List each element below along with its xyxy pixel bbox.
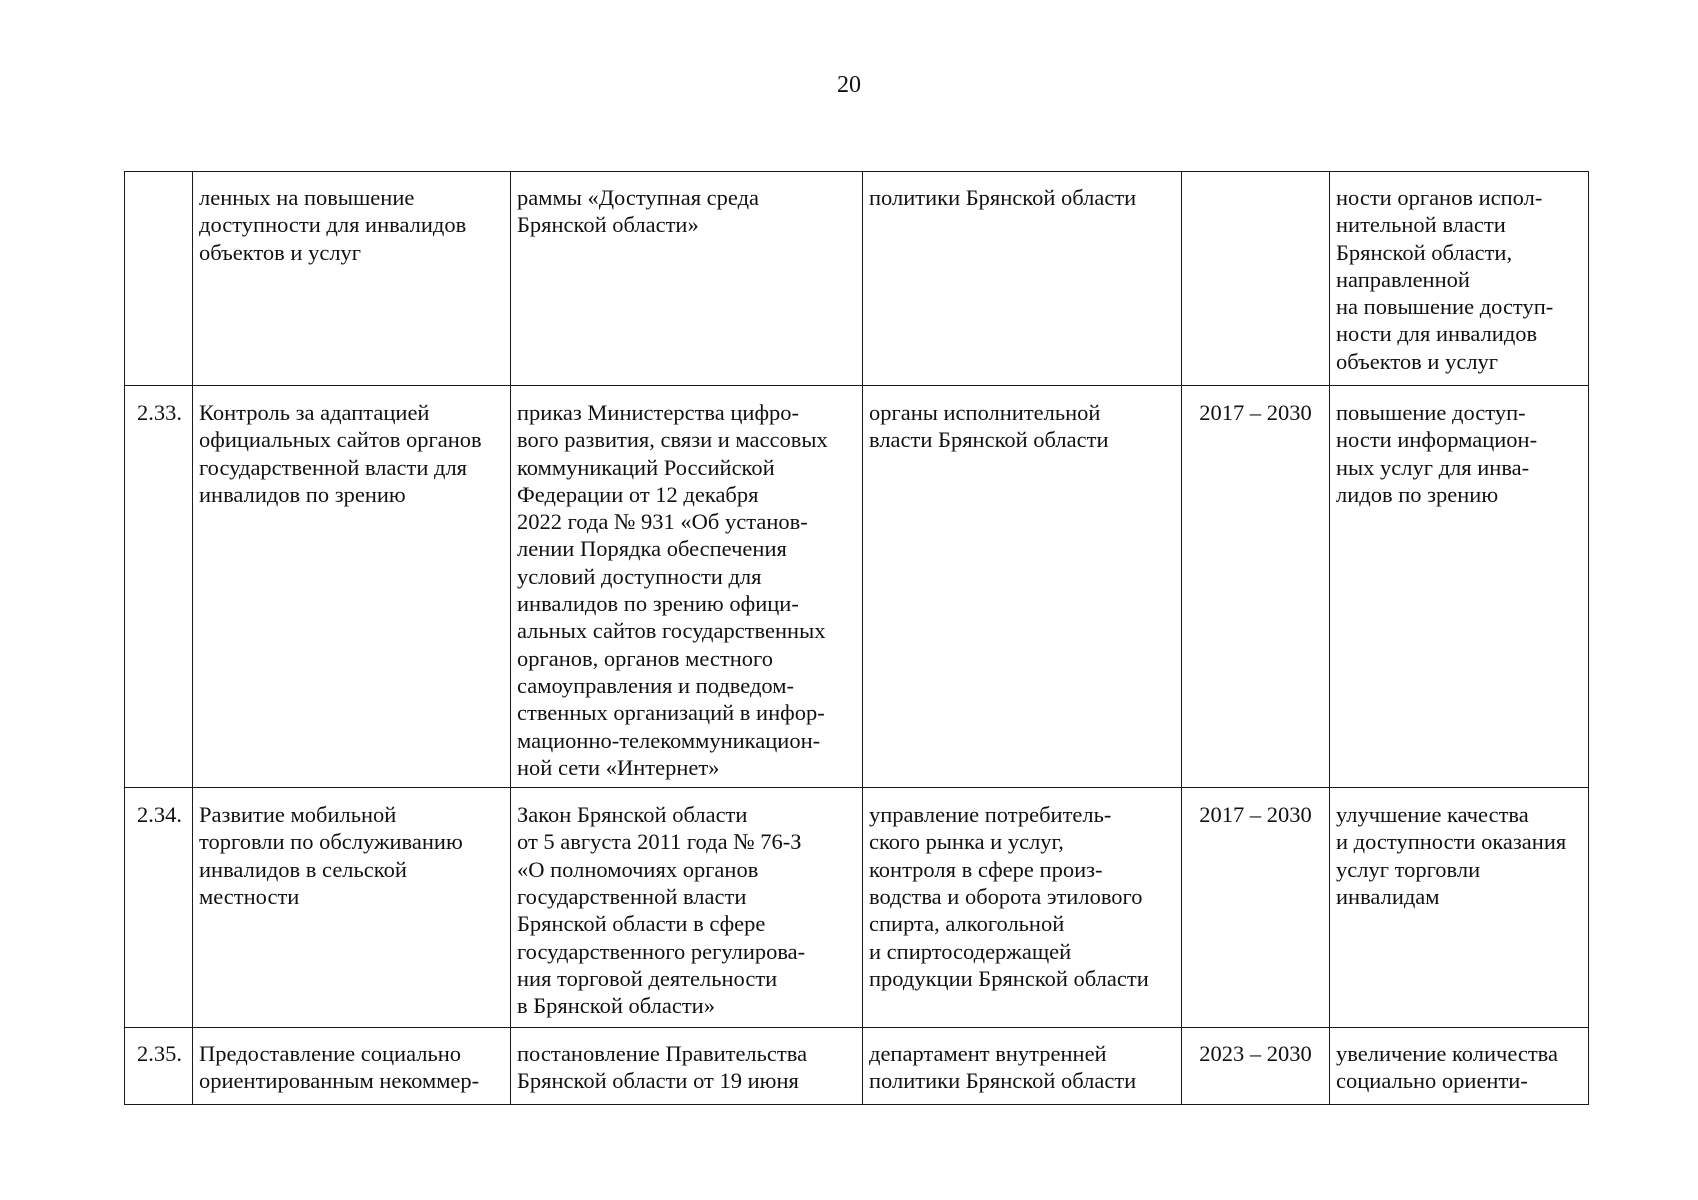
table-row [125,172,1589,386]
page-number: 20 [837,72,861,98]
period-cell [1182,172,1330,386]
result-cell: повышение доступ- ности информацион- ных услуг для инва- лидов по зрению [1330,386,1589,788]
row-number-cell: 2.34. [125,788,193,1028]
period-cell: 2017 – 2030 [1182,788,1330,1028]
row-number-cell: 2.35. [125,1028,193,1105]
result-cell: улучшение качества и доступности оказания услуг торговли инвалидам [1330,788,1589,1028]
row-number-cell: 2.33. [125,386,193,788]
activity-cell: Предоставление социально ориентированным некоммер- [193,1028,511,1105]
basis-cell: раммы «Доступная среда Брянской области» [511,172,863,386]
executor-cell: департамент внутренней политики Брянской области [863,1028,1182,1105]
measures-table [124,171,1589,1105]
activity-cell: ленных на повышение доступности для инвалидов объектов и услуг [193,172,511,386]
basis-cell: Закон Брянской области от 5 августа 2011 года № 76-З «О полномочиях органов государственной власти Брянской области в сфере государственного регулирова- ния торговой деятельности в Брянской области» [511,788,863,1028]
activity-cell: Развитие мобильной торговли по обслуживанию инвалидов в сельской местности [193,788,511,1028]
executor-cell: политики Брянской области [863,172,1182,386]
row-number-cell [125,172,193,386]
table-row [125,1028,1589,1105]
result-cell: увеличение количества социально ориенти- [1330,1028,1589,1105]
table-row [125,788,1589,1028]
period-cell: 2023 – 2030 [1182,1028,1330,1105]
executor-cell: органы исполнительной власти Брянской области [863,386,1182,788]
activity-cell: Контроль за адаптацией официальных сайтов органов государственной власти для инвалидов по зрению [193,386,511,788]
basis-cell: приказ Министерства цифро- вого развития, связи и массовых коммуникаций Российской Федерации от 12 декабря 2022 года № 931 «Об установ- лении Порядка обеспечения условий доступности для инвалидов по зрению офици- альных сайтов государственных органов, органов местного самоуправления и подведом- ственных организаций в инфор- мационно-телекоммуникацион- ной сети «Интернет» [511,386,863,788]
period-cell: 2017 – 2030 [1182,386,1330,788]
result-cell: ности органов испол- нительной власти Брянской области, направленной на повышение доступ- ности для инвалидов объектов и услуг [1330,172,1589,386]
executor-cell: управление потребитель- ского рынка и услуг, контроля в сфере произ- водства и оборота этилового спирта, алкогольной и спиртосодержащей продукции Брянской области [863,788,1182,1028]
table-row [125,386,1589,788]
basis-cell: постановление Правительства Брянской области от 19 июня [511,1028,863,1105]
